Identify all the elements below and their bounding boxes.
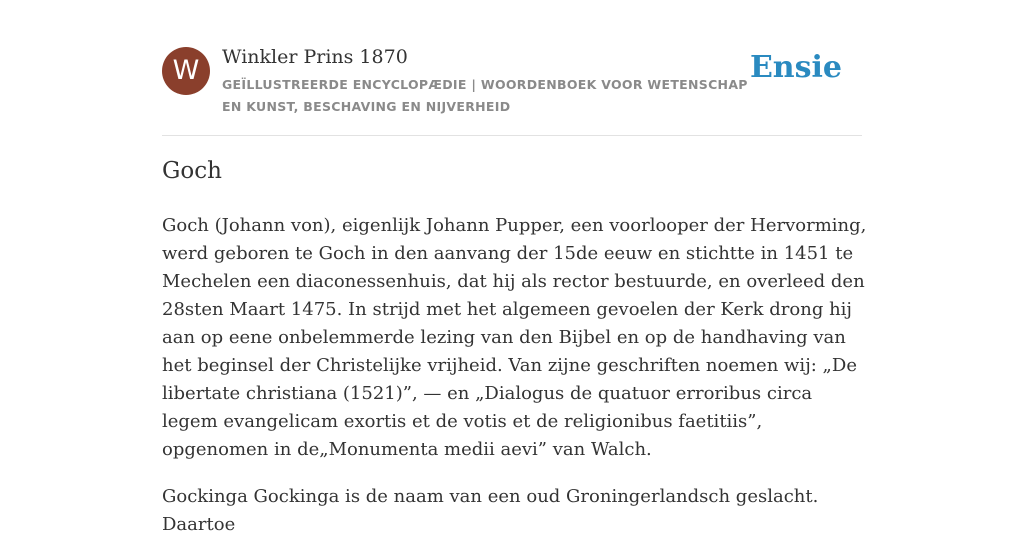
entry-title: Goch [162, 158, 222, 184]
ensie-logo[interactable]: Ensie [749, 50, 842, 85]
entry-paragraph: Goch (Johann von), eigenlijk Johann Pupper, een voorlooper der Hervorming, werd geboren te Goch in den aanvang der 15de eeuw en stichtte in 1451 te Mechelen een diaconessenhuis, dat hij als rector bestuurde, en overleed den 28sten Maart 1475. In strijd met het algemeen gevoelen der Kerk drong hij aan op eene onbelemmerde lezing van den Bijbel en op de handhaving van het beginsel der Christelijke vrijheid. Van zijne geschriften noemen wij: „De libertate christiana (1521)”, — en „Dialogus de quatuor erroribus circa legem evangelicam exortis et de votis et de religionibus faetitiis”, opgenomen in de„Monumenta medii aevi” van Walch. [162, 215, 867, 460]
header-divider [162, 135, 862, 136]
source-subtitle: GEÏLLUSTREERDE ENCYCLOPÆDIE | WOORDENBOEK VOOR WETENSCHAP EN KUNST, BESCHAVING EN NIJVERHEID [222, 77, 748, 114]
entry-paragraph: Gockinga Gockinga is de naam van een oud Groningerlandsch geslacht. Daartoe [162, 486, 819, 535]
source-title[interactable]: Winkler Prins 1870 [222, 46, 408, 68]
source-header [162, 44, 862, 118]
source-avatar[interactable]: W [162, 47, 210, 95]
entry-body [162, 212, 867, 558]
